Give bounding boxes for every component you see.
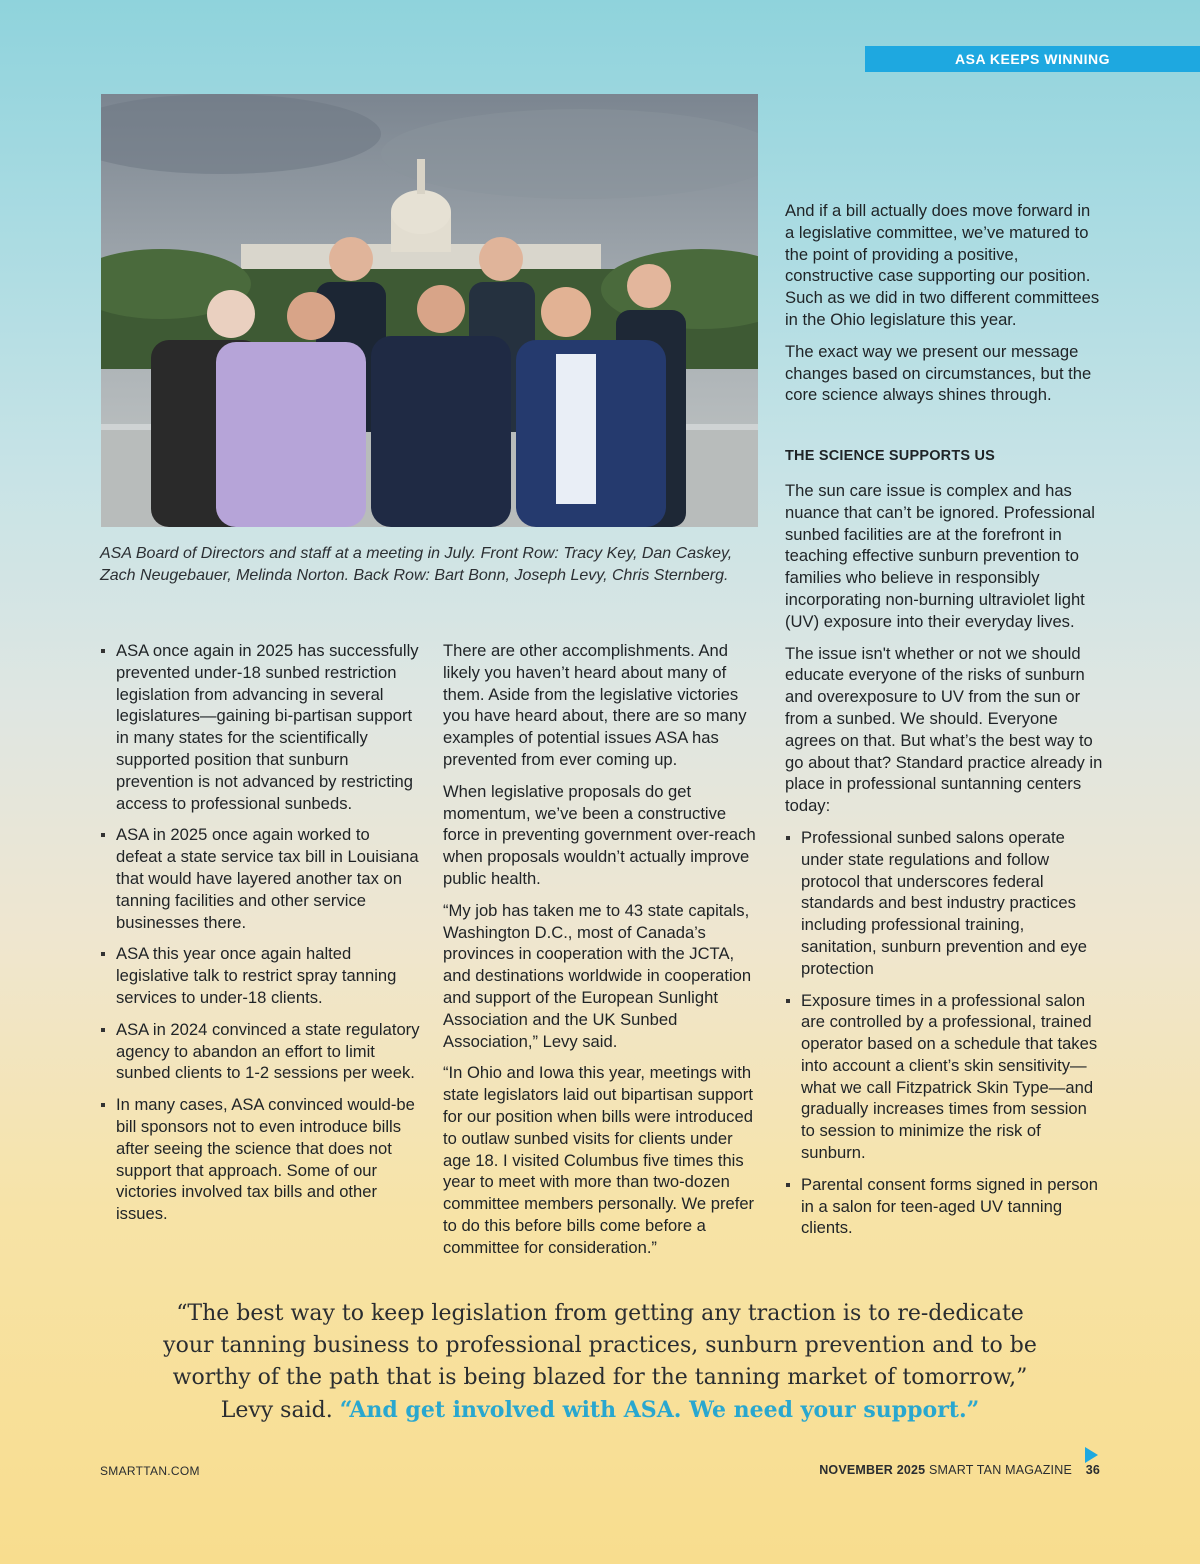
practices-list [785, 827, 1103, 1239]
column-3 [785, 200, 1103, 1249]
board-photo [101, 94, 758, 527]
body-paragraph: The exact way we present our message changes based on circumstances, but the core science always shines through. [785, 341, 1092, 405]
pull-quote-highlight: “And get involved with ASA. We need your support.” [339, 1397, 980, 1423]
body-paragraph: “My job has taken me to 43 state capitals, Washington D.C., most of Canada’s provinces in cooperation with the JCTA, and destinations worldwide in cooperation and support of the European Sunlight Association and the UK Sunbed Association,” Levy said. [443, 900, 752, 1051]
body-paragraph: And if a bill actually does move forward in a legislative committee, we’ve matured to the point of providing a positive, constructive case supporting our position. Such as we did in two different committees in the Ohio legislature this year. [785, 201, 1100, 329]
page-number: 36 [1085, 1463, 1100, 1477]
list-item: Parental consent forms signed in person in a salon for teen-aged UV tanning clients. [785, 1174, 1103, 1239]
body-paragraph: The sun care issue is complex and has nuance that can’t be ignored. Professional sunbed facilities are at the forefront in teaching effective sunburn prevention to families who believe in responsibly incorporating non-burning ultraviolet light (UV) exposure into their everyday lives. [785, 480, 1095, 631]
pull-quote-text: “The best way to keep legislation from getting any traction is to re-dedicate your tanning business to professional practices, sunburn prevention and to be worthy of the path that is being blazed for the tanning market of tomorrow,” Levy said. [163, 1301, 1037, 1423]
section-heading: THE SCIENCE SUPPORTS US [785, 448, 996, 465]
list-item: ASA once again in 2025 has successfully prevented under-18 sunbed restriction legislation from advancing in several legislatures—gaining bi-partisan support in many states for the scientifically supported position that sunburn prevention is not advanced by restricting access to professional sunbeds. [100, 640, 420, 814]
section-tag: ASA KEEPS WINNING [865, 46, 1200, 72]
body-paragraph: The issue isn't whether or not we should educate everyone of the risks of sunburn and overexposure to UV from the sun or from a sunbed. We should. Everyone agrees on that. But what’s the best way to go about that? Standard practice already in place in professional suntanning centers today: [785, 643, 1103, 816]
list-item: Professional sunbed salons operate under state regulations and follow protocol that underscores federal standards and best industry practices including professional training, sanitation, sunburn prevention and eye protection [785, 827, 1103, 980]
body-paragraph: There are other accomplishments. And likely you haven’t heard about many of them. Aside from the legislative victories you have heard about, there are so many examples of potential issues ASA has prevented from ever coming up. [443, 641, 747, 769]
column-1 [100, 640, 420, 1235]
footer-issue-date: NOVEMBER 2025 [819, 1463, 926, 1477]
play-arrow-icon[interactable] [1085, 1447, 1098, 1463]
list-item: ASA in 2025 once again worked to defeat a state service tax bill in Louisiana that would have layered another tax on tanning facilities and other service businesses there. [100, 824, 420, 933]
list-item: ASA in 2024 convinced a state regulatory agency to abandon an effort to limit sunbed clients to 1-2 sessions per week. [100, 1019, 420, 1084]
list-item: ASA this year once again halted legislative talk to restrict spray tanning services to under-18 clients. [100, 943, 420, 1008]
body-paragraph: “In Ohio and Iowa this year, meetings with state legislators laid out bipartisan support for our position when bills were introduced to outlaw sunbed visits for clients under age 18. I visited Columbus five times this year to meet with more than two-dozen committee members personally. We prefer to do this before bills come before a committee for consideration.” [443, 1063, 755, 1257]
photo-caption: ASA Board of Directors and staff at a meeting in July. Front Row: Tracy Key, Dan Caskey, Zach Neugebauer, Melinda Norton. Back Row: Bart Bonn, Joseph Levy, Chris Sternberg. [100, 545, 733, 584]
list-item: In many cases, ASA convinced would-be bill sponsors not to even introduce bills after seeing the science that does not support that approach. Some of our victories involved tax bills and other issues. [100, 1094, 420, 1225]
column-2 [443, 640, 761, 1269]
footer-magazine: SMART TAN MAGAZINE [929, 1463, 1072, 1477]
footer-website[interactable]: SMARTTAN.COM [100, 1464, 200, 1478]
footer-issue [819, 1463, 1100, 1477]
pull-quote [150, 1298, 1050, 1427]
body-paragraph: When legislative proposals do get momentum, we’ve been a constructive force in preventing government over-reach when proposals wouldn’t actually improve public health. [443, 781, 756, 888]
accomplishments-list [100, 640, 420, 1225]
list-item: Exposure times in a professional salon are controlled by a professional, trained operator based on a schedule that takes into account a client’s skin sensitivity—what we call Fitzpatrick Skin Type—and gradually increases times from session to session to minimize the risk of sunburn. [785, 990, 1103, 1164]
